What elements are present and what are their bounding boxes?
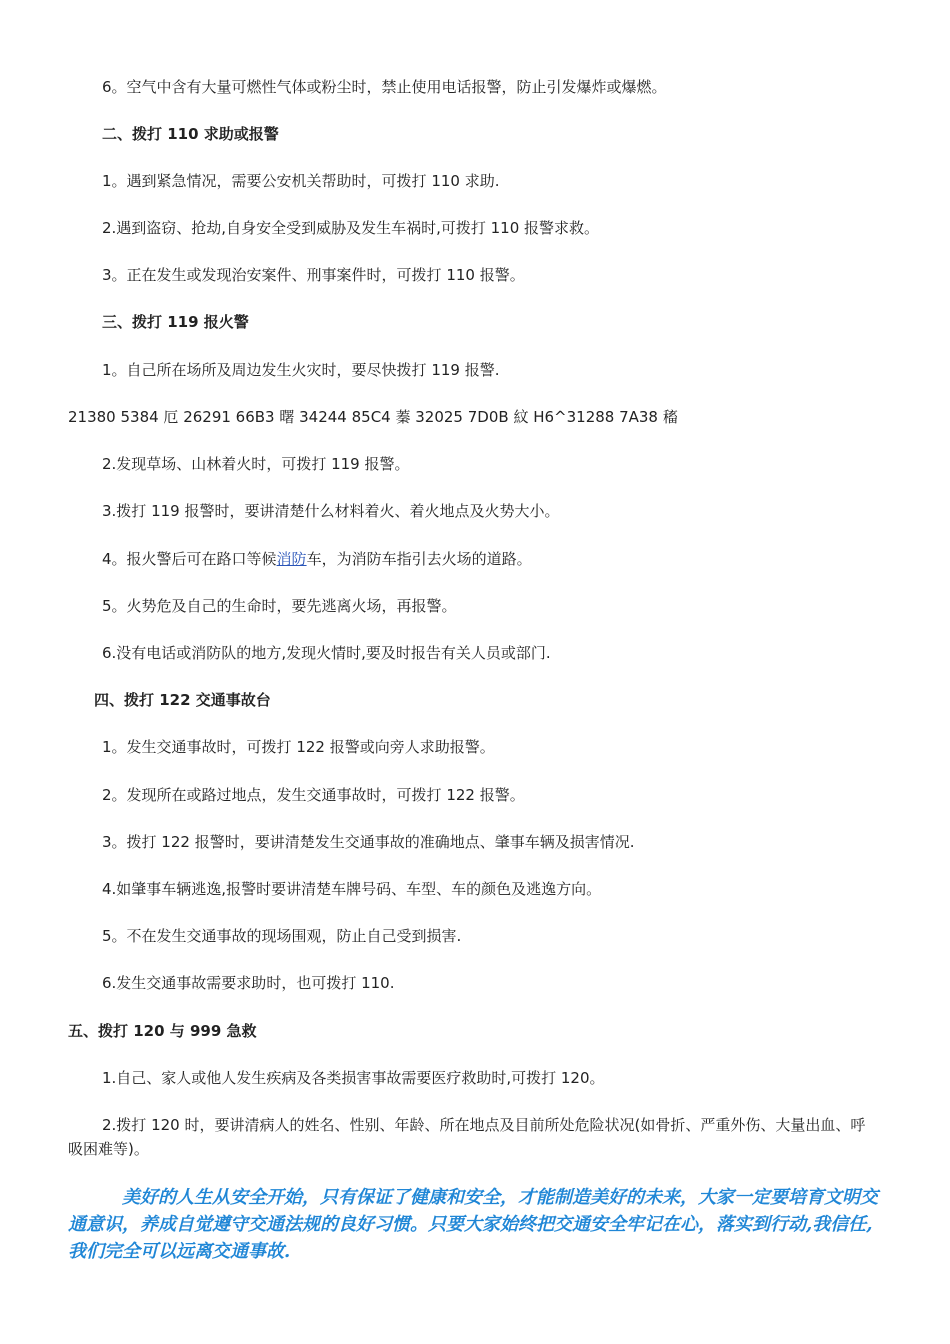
paragraph-fire-item-3: 3.拨打 119 报警时，要讲清楚什么材料着火、着火地点及火势大小。 bbox=[102, 502, 560, 520]
section-heading-122: 四、拨打 122 交通事故台 bbox=[94, 691, 271, 709]
paragraph-fire-item-1: 1。自己所在场所及周边发生火灾时，要尽快拨打 119 报警. bbox=[102, 361, 500, 379]
paragraph-fire-item-4-end: 车，为消防车指引去火场的道路。 bbox=[306, 550, 532, 568]
paragraph-110-item-3: 3。正在发生或发现治安案件、刑事案件时，可拨打 110 报警。 bbox=[102, 266, 525, 284]
paragraph-fire-item-6: 6.没有电话或消防队的地方,发现火情时,要及时报告有关人员或部门. bbox=[102, 644, 551, 662]
paragraph-fire-item-2: 2.发现草场、山林着火时，可拨打 119 报警。 bbox=[102, 455, 410, 473]
fire-engine-link[interactable]: 消防 bbox=[276, 550, 307, 568]
paragraph-fire-item-4 bbox=[102, 549, 532, 569]
paragraph-traffic-item-5: 5。不在发生交通事故的现场围观，防止自己受到损害. bbox=[102, 927, 462, 945]
paragraph-fire-item-5: 5。火势危及自己的生命时，要先逃离火场，再报警。 bbox=[102, 597, 457, 615]
paragraph-medical-item-1: 1.自己、家人或他人发生疾病及各类损害事故需要医疗救助时,可拨打 120。 bbox=[102, 1069, 605, 1087]
paragraph-traffic-item-1: 1。发生交通事故时，可拨打 122 报警或向旁人求助报警。 bbox=[102, 738, 495, 756]
paragraph-medical-item-2: 2.拨打 120 时，要讲清病人的姓名、性别、年龄、所在地点及目前所处危险状况(如骨折、严重外伤、大量出血、呼吸困难等)。 bbox=[68, 1116, 866, 1158]
paragraph-traffic-item-2: 2。发现所在或路过地点，发生交通事故时，可拨打 122 报警。 bbox=[102, 786, 525, 804]
paragraph-traffic-item-6: 6.发生交通事故需要求助时，也可拨打 110. bbox=[102, 974, 395, 992]
paragraph-traffic-item-3: 3。拨打 122 报警时，要讲清楚发生交通事故的准确地点、肇事车辆及损害情况. bbox=[102, 833, 635, 851]
paragraph-110-item-2: 2.遇到盗窃、抢劫,自身安全受到威胁及发生车祸时,可拨打 110 报警求救。 bbox=[102, 219, 600, 237]
code-sequence-line: 21380 5384 厄 26291 66B3 曙 34244 85C4 蓁 32025 7D0B 紋 H6^31288 7A38 稸 bbox=[68, 408, 678, 426]
paragraph-fire-item-4-start: 4。报火警后可在路口等候 bbox=[102, 550, 277, 568]
paragraph-119-item-6: 6。空气中含有大量可燃性气体或粉尘时，禁止使用电话报警，防止引发爆炸或爆燃。 bbox=[102, 78, 667, 96]
paragraph-110-item-1: 1。遇到紧急情况，需要公安机关帮助时，可拨打 110 求助. bbox=[102, 172, 500, 190]
section-heading-119: 三、拨打 119 报火警 bbox=[102, 313, 249, 331]
section-heading-110: 二、拨打 110 求助或报警 bbox=[102, 125, 279, 143]
section-heading-120: 五、拨打 120 与 999 急救 bbox=[68, 1022, 257, 1040]
closing-slogan: 美好的人生从安全开始，只有保证了健康和安全，才能制造美好的未来，大家一定要培育文明交通意识，养成自觉遵守交通法规的良好习惯。只要大家始终把交通安全牢记在心，落实到行动,我信任,我们完全可以远离交通事故. bbox=[68, 1187, 878, 1262]
paragraph-traffic-item-4: 4.如肇事车辆逃逸,报警时要讲清楚车牌号码、车型、车的颜色及逃逸方向。 bbox=[102, 880, 602, 898]
